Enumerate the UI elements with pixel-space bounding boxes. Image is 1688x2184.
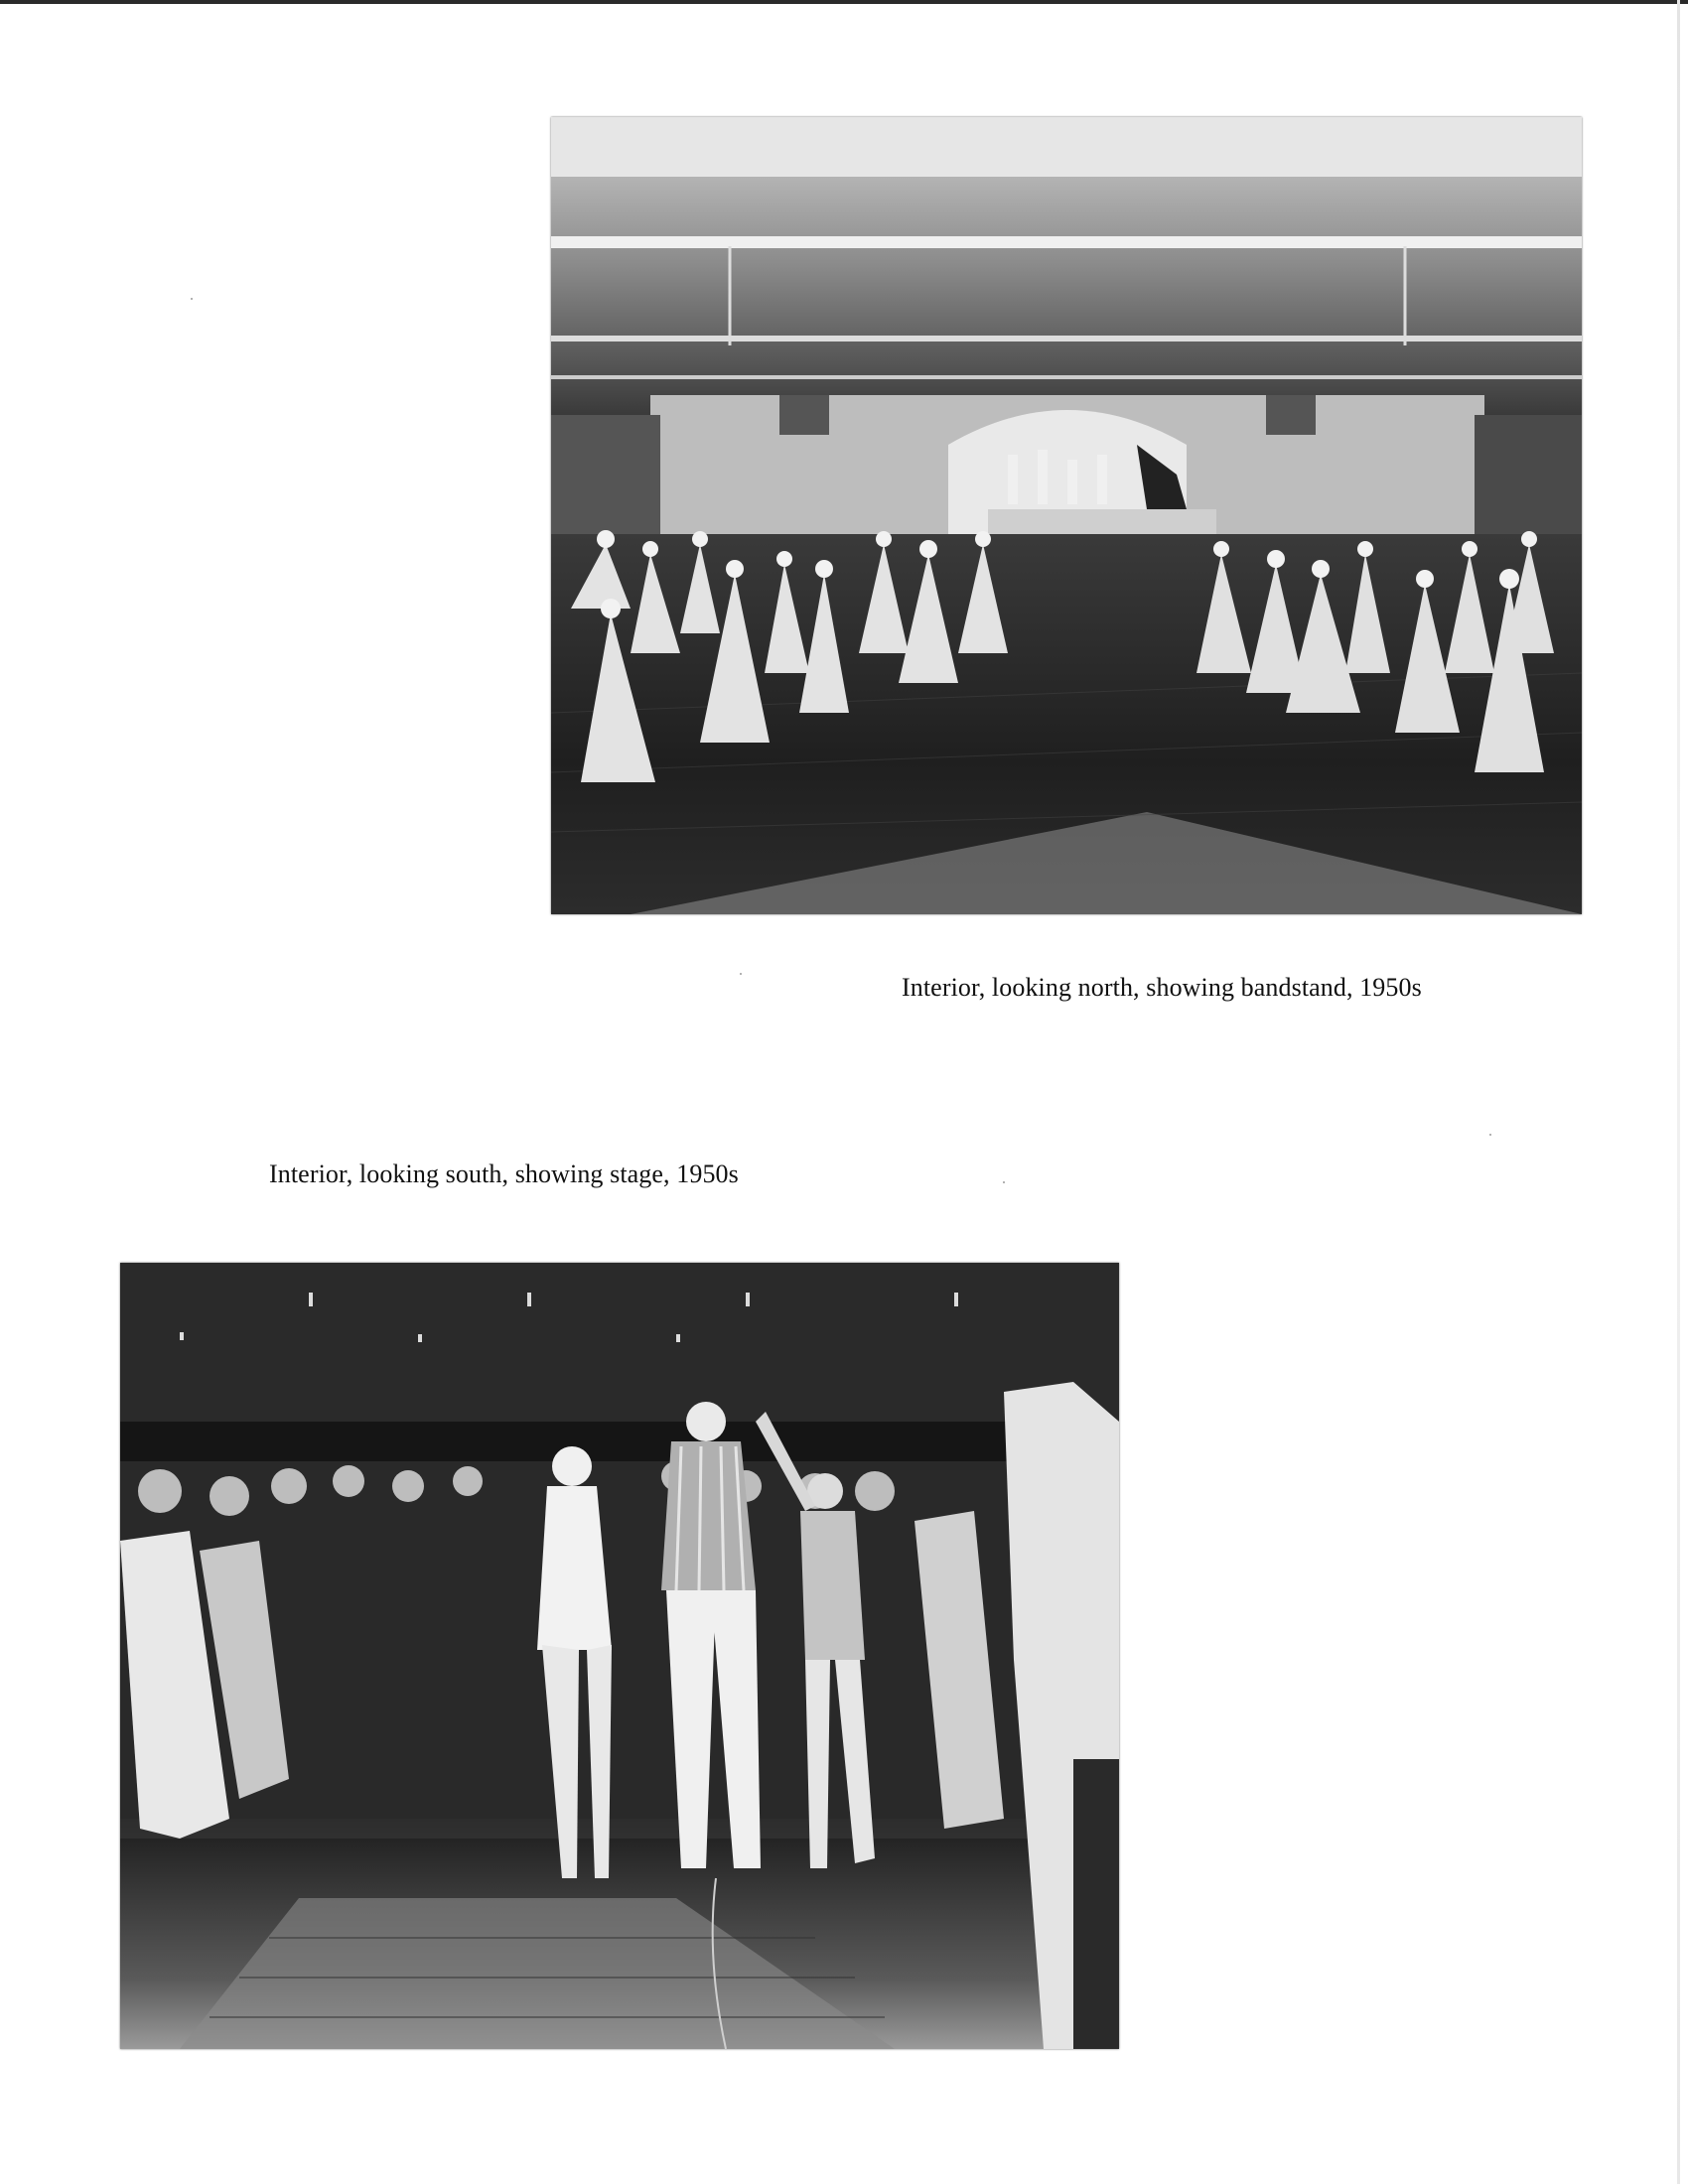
page-top-border xyxy=(0,0,1688,4)
scan-speck xyxy=(1489,1134,1491,1136)
photo-interior-south xyxy=(120,1263,1119,2049)
caption-interior-north: Interior, looking north, showing bandstand, 1950s xyxy=(902,973,1422,1002)
scan-speck xyxy=(191,298,193,300)
scan-speck xyxy=(1003,1181,1005,1183)
page-right-edge xyxy=(1677,0,1680,2184)
scan-speck xyxy=(740,973,742,975)
caption-interior-south: Interior, looking south, showing stage, 1950s xyxy=(269,1160,739,1188)
photo-interior-north-image xyxy=(551,117,1582,914)
photo-interior-north xyxy=(551,117,1582,914)
photo-interior-south-image xyxy=(120,1263,1119,2049)
